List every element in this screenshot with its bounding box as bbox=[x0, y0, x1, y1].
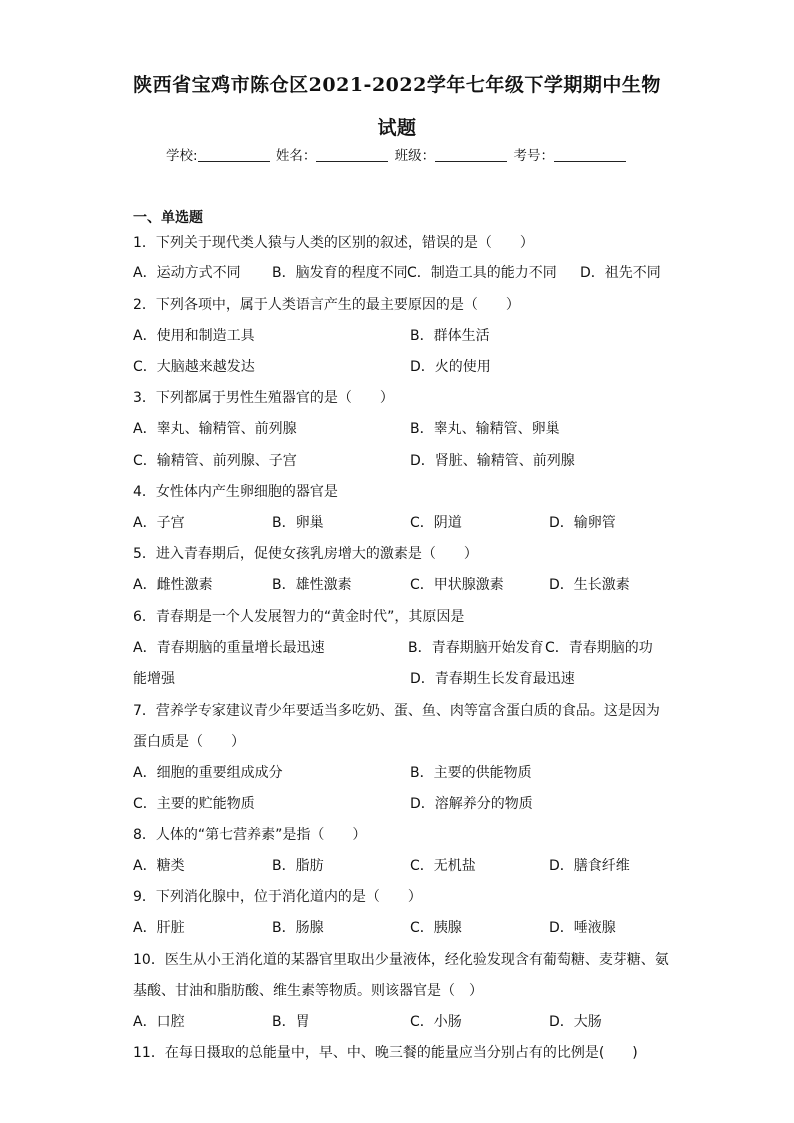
question-1-option-a: A．运动方式不同 bbox=[133, 265, 241, 281]
question-1-option-d: D．祖先不同 bbox=[580, 265, 661, 281]
question-7-option-c: C．主要的贮能物质 bbox=[133, 796, 255, 812]
question-8-option-b: B．脂肪 bbox=[272, 858, 324, 874]
question-6-option-b: B．青春期脑开始发育 bbox=[408, 640, 544, 656]
question-5-option-d: D．生长激素 bbox=[549, 577, 630, 593]
question-3-option-d: D．肾脏、输精管、前列腺 bbox=[410, 453, 575, 469]
question-2-stem: 2．下列各项中，属于人类语言产生的最主要原因的是（ ） bbox=[133, 297, 520, 313]
question-5-stem: 5．进入青春期后，促使女孩乳房增大的激素是（ ） bbox=[133, 546, 478, 562]
question-2-option-d: D．火的使用 bbox=[410, 359, 491, 375]
question-5-option-c: C．甲状腺激素 bbox=[410, 577, 504, 593]
question-7-stem: 7．营养学专家建议青少年要适当多吃奶、蛋、鱼、肉等富含蛋白质的食品。这是因为 bbox=[133, 703, 660, 719]
question-3-option-a: A．睾丸、输精管、前列腺 bbox=[133, 421, 297, 437]
question-10-option-a: A．口腔 bbox=[133, 1014, 185, 1030]
question-3-option-b: B．睾丸、输精管、卵巢 bbox=[410, 421, 560, 437]
question-6-stem: 6．青春期是一个人发展智力的“黄金时代”，其原因是 bbox=[133, 609, 465, 625]
question-4-stem: 4．女性体内产生卵细胞的器官是 bbox=[133, 484, 338, 500]
class-label: 班级： bbox=[394, 148, 436, 164]
name-blank[interactable] bbox=[316, 147, 388, 162]
question-10-option-c: C．小肠 bbox=[410, 1014, 462, 1030]
question-2-option-c: C．大脑越来越发达 bbox=[133, 359, 255, 375]
question-10-option-b: B．胃 bbox=[272, 1014, 310, 1030]
school-label: 学校: bbox=[166, 148, 198, 164]
question-4-option-d: D．输卵管 bbox=[549, 515, 616, 531]
school-blank[interactable] bbox=[198, 147, 270, 162]
question-9-stem: 9．下列消化腺中，位于消化道内的是（ ） bbox=[133, 889, 422, 905]
question-11-stem: 11．在每日摄取的总能量中，早、中、晚三餐的能量应当分别占有的比例是( ) bbox=[133, 1045, 638, 1061]
question-3-option-c: C．输精管、前列腺、子宫 bbox=[133, 453, 297, 469]
section-heading: 一、单选题 bbox=[133, 210, 203, 226]
question-9-option-c: C．胰腺 bbox=[410, 920, 462, 936]
question-7-option-d: D．溶解养分的物质 bbox=[410, 796, 533, 812]
question-7-stem-cont: 蛋白质是（ ） bbox=[133, 734, 245, 750]
question-2-option-b: B．群体生活 bbox=[410, 328, 490, 344]
question-10-stem: 10．医生从小王消化道的某器官里取出少量液体，经化验发现含有葡萄糖、麦芽糖、氨 bbox=[133, 952, 669, 968]
question-6-option-c: C．青春期脑的功 bbox=[545, 640, 653, 656]
exam-title-line1: 陕西省宝鸡市陈仓区2021-2022学年七年级下学期期中生物 bbox=[133, 74, 661, 96]
question-7-option-b: B．主要的供能物质 bbox=[410, 765, 532, 781]
question-8-option-a: A．糖类 bbox=[133, 858, 185, 874]
question-6-option-c-cont: 能增强 bbox=[133, 671, 175, 687]
question-2-option-a: A．使用和制造工具 bbox=[133, 328, 255, 344]
question-8-option-c: C．无机盐 bbox=[410, 858, 476, 874]
question-1-stem: 1．下列关于现代类人猿与人类的区别的叙述，错误的是（ ） bbox=[133, 235, 534, 251]
question-6-option-a: A．青春期脑的重量增长最迅速 bbox=[133, 640, 325, 656]
question-8-option-d: D．膳食纤维 bbox=[549, 858, 630, 874]
question-9-option-d: D．唾液腺 bbox=[549, 920, 616, 936]
question-10-option-d: D．大肠 bbox=[549, 1014, 602, 1030]
name-label: 姓名： bbox=[275, 148, 317, 164]
question-9-option-b: B．肠腺 bbox=[272, 920, 324, 936]
question-9-option-a: A．肝脏 bbox=[133, 920, 185, 936]
question-10-stem-cont: 基酸、甘油和脂肪酸、维生素等物质。则该器官是（ ） bbox=[133, 983, 483, 999]
number-label: 考号： bbox=[513, 148, 554, 164]
question-1-option-b: B．脑发育的程度不同 bbox=[272, 265, 408, 281]
question-4-option-b: B．卵巢 bbox=[272, 515, 324, 531]
question-7-option-a: A．细胞的重要组成成分 bbox=[133, 765, 283, 781]
class-blank[interactable] bbox=[435, 147, 507, 162]
question-5-option-b: B．雄性激素 bbox=[272, 577, 352, 593]
number-blank[interactable] bbox=[554, 147, 626, 162]
exam-title-line2: 试题 bbox=[377, 117, 417, 139]
question-4-option-c: C．阴道 bbox=[410, 515, 462, 531]
question-4-option-a: A．子宫 bbox=[133, 515, 185, 531]
question-5-option-a: A．雌性激素 bbox=[133, 577, 213, 593]
question-1-option-c: C．制造工具的能力不同 bbox=[407, 265, 557, 281]
question-6-option-d: D．青春期生长发育最迅速 bbox=[410, 671, 575, 687]
student-info-row bbox=[0, 144, 794, 164]
question-8-stem: 8．人体的“第七营养素”是指（ ） bbox=[133, 827, 367, 843]
question-3-stem: 3．下列都属于男性生殖器官的是（ ） bbox=[133, 390, 394, 406]
